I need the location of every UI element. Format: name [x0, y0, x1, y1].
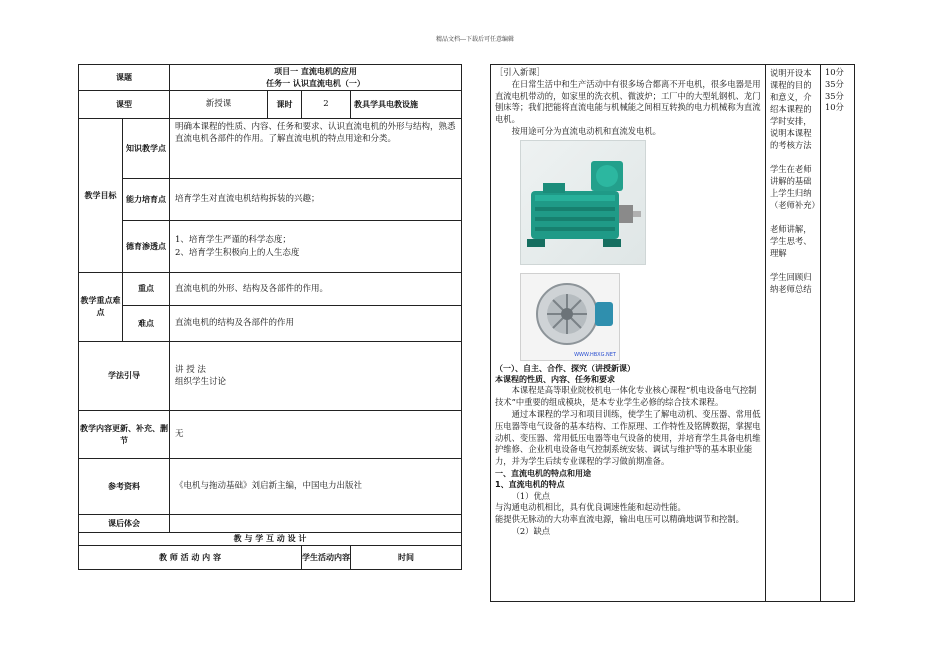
ability-text: 培育学生对直流电机结构拆装的兴趣； — [170, 179, 462, 221]
method-line-2: 组织学生讨论 — [175, 377, 227, 387]
time-entry-2: 35分 — [825, 78, 844, 89]
alternator-photo — [520, 273, 620, 361]
key-text: 直流电机的外形、结构及各部件的作用。 — [170, 273, 462, 306]
hours-value: 2 — [302, 91, 351, 119]
time-cell — [821, 65, 855, 602]
dc-motor-photo — [520, 140, 646, 265]
hours-label: 课时 — [268, 91, 302, 119]
difficult-text: 直流电机的结构及各部件的作用 — [170, 306, 462, 342]
topic-line-1: 项目一 直流电机的应用 — [274, 66, 357, 76]
student-note-1: 说明开设本课程的目的和意义，介绍本课程的学时安排，说明本课程的考核方法 — [770, 68, 812, 151]
knowledge-text: 明确本课程的性质、内容、任务和要求、认识直流电机的外形与结构，熟悉直流电机各部件的作用。了解直流电机的特点用途和分类。 — [170, 119, 462, 179]
moral-label: 德育渗透点 — [123, 221, 170, 273]
heading-dc-features: 1、直流电机的特点 — [495, 480, 565, 490]
ref-label: 参考资料 — [79, 459, 170, 515]
heading-dc-features-uses: 一、直流电机的特点和用途 — [495, 468, 591, 478]
topic-label: 课题 — [79, 65, 170, 91]
update-text: 无 — [170, 411, 462, 459]
student-note-4: 学生回顾归纳老师总结 — [770, 272, 812, 295]
moral-line-2: 2、培育学生积极向上的人生态度 — [175, 247, 300, 258]
section-self-study: （一）、自主、合作、探究（讲授新课） — [495, 363, 635, 373]
moral-line-1: 1、培育学生严谨的科学态度； — [175, 235, 291, 246]
goal-label: 教学目标 — [79, 119, 123, 273]
disadvantages-label: （2）缺点 — [511, 525, 551, 536]
ref-text: 《电机与拖动基础》刘启新主编，中国电力出版社 — [170, 459, 462, 515]
type-label: 课型 — [79, 91, 170, 119]
section-course-nature: 本课程的性质、内容、任务和要求 — [495, 375, 615, 385]
method-line-1: 讲 授 法 — [175, 364, 206, 375]
ability-label: 能力培育点 — [123, 179, 170, 221]
dc-motor-image — [520, 140, 761, 361]
intro-heading: ［引入新课］ — [495, 67, 545, 77]
method-text — [170, 342, 462, 411]
teaching-content-table — [490, 64, 855, 602]
student-activity-cell — [766, 65, 821, 602]
keypoint-group-label: 教学重点难点 — [79, 273, 123, 342]
update-label: 教学内容更新、补充、删节 — [79, 411, 170, 459]
time-entry-3: 35分 — [825, 90, 844, 101]
image-watermark: WWW.HBXG.NET — [574, 351, 616, 358]
header-note: 精品文档---下载后可任意编辑 — [435, 36, 515, 43]
student-activity-label: 学生活动内容 — [302, 546, 351, 570]
reflection-value — [170, 515, 462, 533]
dc-motor-drawing — [521, 141, 645, 264]
method-label: 学法引导 — [79, 342, 170, 411]
time-label: 时间 — [351, 546, 462, 570]
intro-paragraph-2: 按用途可分为直流电动机和直流发电机。 — [511, 125, 661, 136]
intro-paragraph-1: 在日常生活中和生产活动中有很多场合都离不开电机，很多电器是用直流电机带动的，如家里的洗衣机、微波炉；工厂中的大型轧钢机、龙门刨床等；我们把能将直流电能与机械能之间相互转换的电力机械称为直流电机。 — [495, 78, 761, 125]
topic-line-2: 任务一 认识直流电机（一） — [266, 78, 365, 88]
teacher-activity-label: 教 师 活 动 内 容 — [79, 546, 302, 570]
student-note-2: 学生在老师讲解的基础上学生归纳（老师补充） — [770, 164, 820, 211]
lesson-plan-table — [78, 64, 462, 570]
time-entry-1: 10分 — [825, 67, 844, 77]
advantages-text-2: 能提供无脉动的大功率直流电源，输出电压可以精确地调节和控制。 — [495, 514, 744, 525]
aids-label: 教具学具电教设施 — [351, 91, 462, 119]
time-entry-4: 10分 — [825, 102, 844, 113]
key-label: 重点 — [123, 273, 170, 306]
reflection-label: 课后体会 — [79, 515, 170, 533]
difficult-label: 难点 — [123, 306, 170, 342]
advantages-text-1: 与沟通电动机相比，具有优良调速性能和起动性能。 — [495, 502, 686, 513]
alternator-drawing — [521, 274, 619, 360]
topic-value — [170, 65, 462, 91]
interaction-title: 教 与 学 互 动 设 计 — [79, 533, 462, 546]
knowledge-label: 知识教学点 — [123, 119, 170, 179]
moral-text — [170, 221, 462, 273]
nature-paragraph-1: 本课程是高等职业院校机电一体化专业核心课程“机电设备电气控制技术”中重要的组成模块，是本专业学生必修的综合技术课程。 — [495, 385, 757, 408]
advantages-label: （1）优点 — [511, 490, 551, 501]
teacher-content-cell — [491, 65, 766, 602]
student-note-3: 老师讲解，学生思考、理解 — [770, 224, 812, 259]
type-value: 新授课 — [170, 91, 268, 119]
nature-paragraph-2: 通过本课程的学习和项目训练，使学生了解电动机、变压器、常用低压电器等电气设备的基本结构、工作原理、工作特性及铭牌数据，掌握电动机、变压器、常用低压电器等电气设备的使用，并培育学生具备电机维护维修、企业机电设备电气控制系统安装、调试与维护等的基本职业能力，并为学生后续专业课程的学习做前期准备。 — [495, 408, 761, 467]
